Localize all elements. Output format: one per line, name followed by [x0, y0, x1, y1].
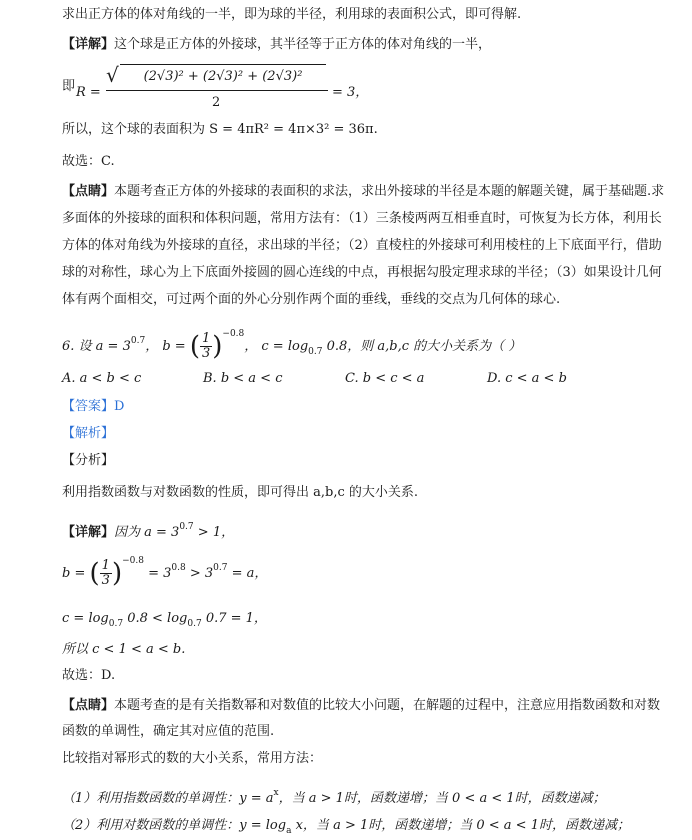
- text-line: 故选：C.: [62, 154, 115, 169]
- text-content: 本题考查正方体的外接球的表面积的求法，求出外接球的半径是本题的解题关键，属于基础题.求: [114, 184, 665, 199]
- fraction-denominator: 2: [212, 95, 221, 110]
- left-paren: (: [89, 558, 100, 589]
- detail-tag: 【详解】: [62, 37, 115, 52]
- m2-tail: x，当 a > 1时，函数递增；当 0 < a < 1时，函数递减；: [291, 818, 630, 833]
- text-line: 比较指对幂形式的数的大小关系，常用方法：: [62, 751, 323, 766]
- m1-exp: x: [273, 788, 279, 798]
- c-a: c = log: [62, 611, 109, 626]
- q-a-exp: 0.7: [130, 336, 146, 346]
- b-lhs: b =: [62, 566, 86, 581]
- option-b: B. b < a < c: [203, 371, 283, 386]
- radicand: (2√3)² + (2√3)² + (2√3)²: [120, 64, 326, 86]
- method-2: [62, 817, 630, 840]
- comment-tag: 【点睛】: [62, 698, 115, 713]
- answer-line: 【答案】D: [62, 399, 125, 414]
- text-line: 求出正方体的体对角线的一半，即为球的半径，利用球的表面积公式，即可得解.: [62, 7, 522, 22]
- text-line: 所以，这个球的表面积为 S = 4πR² = 4π×3² = 36π.: [62, 122, 378, 137]
- option-a: A. a < b < c: [62, 371, 142, 386]
- options-row: [62, 370, 662, 388]
- analysis-tag: 【解析】: [62, 426, 115, 441]
- b-num: 1: [101, 558, 110, 573]
- xj-exp: 0.7: [179, 522, 194, 532]
- b-exp: −0.8: [122, 556, 144, 566]
- b-rhs2: > 3: [185, 566, 214, 581]
- text-content: 这个球是正方体的外接球，其半径等于正方体的体对角线的一半，: [114, 37, 492, 52]
- text-content: 本题考查的是有关指数幂和对数值的比较大小问题，在解题的过程中，注意应用指数函数和对数: [114, 698, 661, 713]
- formula-result: = 3，: [332, 85, 369, 100]
- fraction-numerator: [106, 64, 328, 91]
- formula-prefix: 即: [62, 79, 76, 94]
- xj-text: 因为 a = 3: [114, 525, 180, 540]
- q-b-num: 1: [201, 331, 211, 346]
- b-line: [62, 552, 267, 592]
- question-6: [62, 325, 522, 362]
- option-d: D. c < a < b: [487, 371, 567, 386]
- text-line: 所以 c < 1 < a < b.: [62, 642, 186, 657]
- option-c: C. b < c < a: [345, 371, 425, 386]
- b-rhs2-exp: 0.7: [213, 563, 228, 573]
- right-paren: ): [111, 558, 123, 589]
- q-b-fraction: [200, 332, 212, 361]
- text-line: 多面体的外接球的面积和体积问题，常用方法有：（1）三条棱两两互相垂直时，可恢复为长方体，利用长: [62, 211, 662, 226]
- m2-sub: a: [286, 826, 292, 836]
- q-c: ， c = log: [244, 339, 309, 354]
- text-line: 故选：D.: [62, 668, 116, 683]
- method-1: [62, 784, 606, 808]
- q-c-sub: 0.7: [308, 347, 323, 357]
- analysis-sub-tag: 【分析】: [62, 453, 115, 468]
- right-paren: ): [212, 331, 223, 362]
- b-rhs1: = 3: [148, 566, 172, 581]
- q-b-exp: −0.8: [222, 329, 245, 339]
- m1-text: （1）利用指数函数的单调性：y = a: [62, 791, 274, 806]
- m2-text: （2）利用对数函数的单调性：y = log: [62, 818, 287, 833]
- sqrt-sign: √: [106, 63, 119, 87]
- text-line: [62, 697, 660, 715]
- text-line: [62, 518, 234, 542]
- comment-tag: 【点睛】: [62, 184, 115, 199]
- c-a-sub: 0.7: [108, 619, 124, 629]
- formula-lhs: R =: [76, 85, 101, 100]
- b-rhs1-exp: 0.8: [171, 563, 186, 573]
- text-line: 球的对称性，球心为上下底面外接圆的圆心连线的中点，再根据勾股定理求球的半径；（3）如果设计几何: [62, 265, 662, 280]
- q-b-den: 3: [201, 346, 211, 361]
- m1-tail: ，当 a > 1时，函数递增；当 0 < a < 1时，函数递减；: [278, 791, 606, 806]
- text-line: 体有两个面相交，可过两个面的外心分别作两个面的垂线，垂线的交点为几何体的球心.: [62, 292, 561, 307]
- b-fraction: [100, 559, 112, 588]
- q-b: ， b =: [145, 339, 186, 354]
- c-b-sub: 0.7: [187, 619, 202, 629]
- xj-tail: > 1，: [193, 525, 235, 540]
- b-den: 3: [101, 573, 110, 588]
- c-b: 0.8 < log: [123, 611, 188, 626]
- text-line: 函数的单调性，确定其对应值的范围.: [62, 724, 275, 739]
- text-line: [62, 183, 664, 201]
- detail-tag: 【详解】: [62, 525, 115, 540]
- q-a: 6. 设 a = 3: [62, 339, 131, 354]
- text-line: 方体的体对角线为外接球的直径，求出球的半径；（2）直棱柱的外接球可利用棱柱的上下底面平行，借助: [62, 238, 662, 253]
- q-c-tail: 0.8，则 a,b,c 的大小关系为（ ）: [322, 339, 522, 354]
- text-line: [62, 36, 491, 54]
- text-line: 利用指数函数与对数函数的性质，即可得出 a,b,c 的大小关系.: [62, 485, 419, 500]
- c-line: [62, 610, 267, 633]
- c-c: 0.7 = 1，: [201, 611, 267, 626]
- b-tail: = a，: [227, 566, 268, 581]
- left-paren: (: [189, 331, 200, 362]
